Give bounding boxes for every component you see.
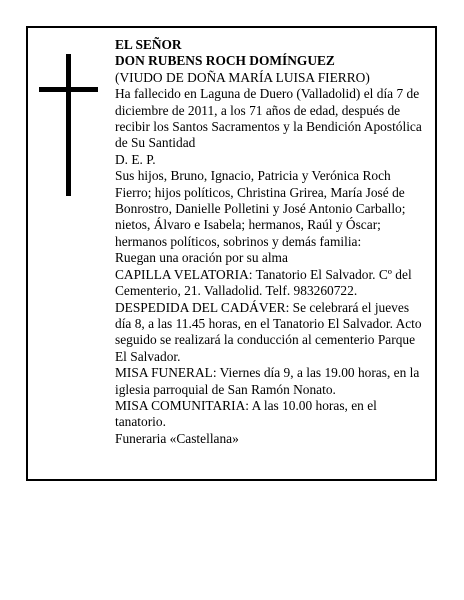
death-announcement: Ha fallecido en Laguna de Duero (Valladolid) el día 7 de diciembre de 2011, a los 71 años de edad, después de recibir los Santos Sacramentos y la Bendición Apostólica de Su Santidad [115,86,422,151]
dep-line: D. E. P. [115,151,156,167]
misa-funeral: MISA FUNERAL: Viernes día 9, a las 19.00 horas, en la iglesia parroquial de San Ramón Nonato. [115,365,420,397]
capilla-velatoria: CAPILLA VELATORIA: Tanatorio El Salvador. Cº del Cementerio, 21. Valladolid. Telf. 983260722. [115,266,412,299]
deceased-name: DON RUBENS ROCH DOMÍNGUEZ [115,53,335,69]
misa-comunitaria: MISA COMUNITARIA: A las 10.00 horas, en el tanatorio. [115,397,377,430]
cross-icon [66,54,71,196]
title-line: EL SEÑOR [115,37,182,52]
funeraria: Funeraria «Castellana» [115,430,239,446]
family-list: Sus hijos, Bruno, Ignacio, Patricia y Verónica Roch Fierro; hijos políticos, Christina Grirea, María José de Bonrostro, Danielle Polletini y José Antonio Carballo; nietos, Álvaro e Isabela; hermanos, Raúl y Óscar; hermanos políticos, sobrinos y demás familia: [115,168,406,249]
despedida-cadaver: DESPEDIDA DEL CADÁVER: Se celebrará el jueves día 8, a las 11.45 horas, en el Tanatorio El Salvador. Acto seguido se realizará la conducción al cementerio Parque El Salvador. [115,299,422,364]
obituary-text [115,37,427,447]
widower-line: (VIUDO DE DOÑA MARÍA LUISA FIERRO) [115,69,370,85]
prayer-line: Ruegan una oración por su alma [115,250,288,266]
cross-icon-bar [39,87,98,92]
